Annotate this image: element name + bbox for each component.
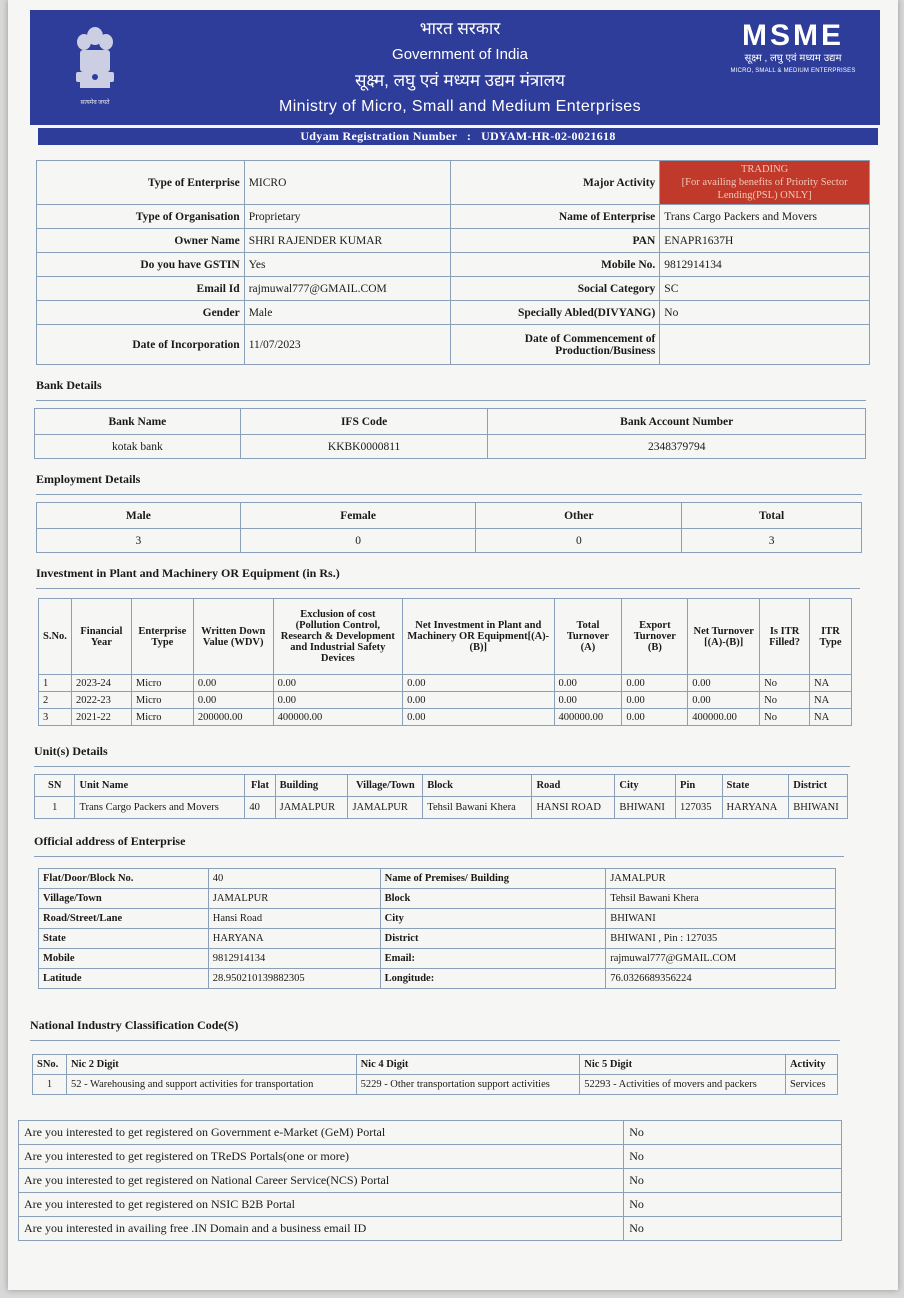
inv-cell: 400000.00 [688, 709, 760, 726]
state-value: HARYANA [208, 929, 380, 949]
inv-cell: 2021-22 [71, 709, 131, 726]
inv-cell: 2 [39, 692, 72, 709]
table-row [35, 797, 848, 819]
inv-cell: No [760, 709, 810, 726]
unit-pin: 127035 [676, 797, 723, 819]
msme-logo-hindi: सूक्ष्म , लघु एवं मध्यम उद्यम [744, 53, 842, 64]
name-of-enterprise-value: Trans Cargo Packers and Movers [660, 205, 870, 229]
inv-header-enterprise-type: Enterprise Type [131, 599, 193, 675]
address-mobile-label: Mobile [39, 949, 209, 969]
bank-details-table [34, 408, 866, 459]
flat-label: Flat/Door/Block No. [39, 869, 209, 889]
latitude-label: Latitude [39, 969, 209, 989]
unit-header-flat: Flat [245, 775, 275, 797]
unit-header-district: District [789, 775, 848, 797]
section-divider [34, 856, 844, 857]
divyang-value: No [660, 301, 870, 325]
inv-cell: 0.00 [622, 692, 688, 709]
units-table [34, 774, 848, 819]
premises-value: JAMALPUR [606, 869, 836, 889]
employment-details-table [36, 502, 862, 553]
major-activity-label: Major Activity [450, 161, 660, 205]
question-domain: Are you interested in availing free .IN Domain and a business email ID [19, 1217, 624, 1241]
name-of-enterprise-label: Name of Enterprise [450, 205, 660, 229]
bank-details-title: Bank Details [36, 378, 102, 392]
unit-road: HANSI ROAD [532, 797, 615, 819]
nic-header-sno: SNo. [33, 1055, 67, 1075]
portal-questions-table [18, 1120, 842, 1241]
major-activity-value [660, 161, 870, 205]
answer-ncs: No [624, 1169, 842, 1193]
inv-cell: 400000.00 [273, 709, 403, 726]
inv-header-financial-year: Financial Year [71, 599, 131, 675]
inv-cell: 200000.00 [193, 709, 273, 726]
city-value: BHIWANI [606, 909, 836, 929]
inv-header-wdv: Written Down Value (WDV) [193, 599, 273, 675]
other-header: Other [476, 503, 682, 529]
unit-district: BHIWANI [789, 797, 848, 819]
unit-sn: 1 [35, 797, 75, 819]
inv-cell: 0.00 [622, 675, 688, 692]
unit-village: JAMALPUR [348, 797, 423, 819]
unit-flat: 40 [245, 797, 275, 819]
road-label: Road/Street/Lane [39, 909, 209, 929]
mobile-label: Mobile No. [450, 253, 660, 277]
unit-building: JAMALPUR [275, 797, 348, 819]
question-row [19, 1145, 842, 1169]
table-row [39, 709, 852, 726]
nic-header-2digit: Nic 2 Digit [66, 1055, 356, 1075]
state-label: State [39, 929, 209, 949]
enterprise-details-table [36, 160, 870, 365]
official-address-title: Official address of Enterprise [34, 834, 186, 848]
road-value: Hansi Road [208, 909, 380, 929]
national-emblem-icon [70, 24, 120, 110]
inv-cell: 0.00 [622, 709, 688, 726]
question-gem: Are you interested to get registered on Government e-Market (GeM) Portal [19, 1121, 624, 1145]
question-treds: Are you interested to get registered on TReDS Portals(one or more) [19, 1145, 624, 1169]
ministry-title: Ministry of Micro, Small and Medium Enterprises [278, 98, 641, 115]
inv-cell: 0.00 [273, 692, 403, 709]
city-label: City [380, 909, 606, 929]
inv-header-exclusion: Exclusion of cost (Pollution Control, Research & Development and Industrial Safety Devices [273, 599, 403, 675]
date-of-commencement-value [660, 325, 870, 365]
inv-cell: 0.00 [688, 675, 760, 692]
table-row [39, 675, 852, 692]
question-row [19, 1121, 842, 1145]
table-row [33, 1075, 838, 1095]
inv-cell: 0.00 [403, 709, 554, 726]
district-label: District [380, 929, 606, 949]
msme-logo-tagline: MICRO, SMALL & MEDIUM ENTERPRISES [730, 68, 856, 74]
type-of-enterprise-value: MICRO [244, 161, 450, 205]
male-header: Male [37, 503, 241, 529]
inv-cell: 0.00 [554, 675, 622, 692]
inv-cell: NA [810, 675, 852, 692]
unit-header-state: State [722, 775, 789, 797]
question-ncs: Are you interested to get registered on National Career Service(NCS) Portal [19, 1169, 624, 1193]
inv-cell: 0.00 [554, 692, 622, 709]
gstin-label: Do you have GSTIN [37, 253, 245, 277]
owner-name-label: Owner Name [37, 229, 245, 253]
unit-header-road: Road [532, 775, 615, 797]
address-email-value: rajmuwal777@GMAIL.COM [606, 949, 836, 969]
answer-treds: No [624, 1145, 842, 1169]
major-activity-note: [For availing benefits of Priority Sector Lending(PSL) ONLY] [681, 177, 848, 201]
date-of-incorporation-label: Date of Incorporation [37, 325, 245, 365]
pan-label: PAN [450, 229, 660, 253]
longitude-label: Longitude: [380, 969, 606, 989]
section-divider [36, 494, 862, 495]
question-row [19, 1217, 842, 1241]
section-divider [30, 1040, 840, 1041]
section-divider [36, 588, 860, 589]
pan-value: ENAPR1637H [660, 229, 870, 253]
nic-header-activity: Activity [785, 1055, 837, 1075]
major-activity-type: TRADING [741, 164, 789, 175]
unit-header-village: Village/Town [348, 775, 423, 797]
social-category-label: Social Category [450, 277, 660, 301]
emblem-caption: सत्यमेव जयते [80, 100, 110, 106]
nic-5digit-value: 52293 - Activities of movers and packers [580, 1075, 786, 1095]
flat-value: 40 [208, 869, 380, 889]
address-mobile-value: 9812914134 [208, 949, 380, 969]
table-row [39, 692, 852, 709]
unit-city: BHIWANI [615, 797, 676, 819]
inv-cell: 0.00 [403, 675, 554, 692]
unit-block: Tehsil Bawani Khera [423, 797, 532, 819]
inv-cell: 1 [39, 675, 72, 692]
date-of-commencement-label: Date of Commencement of Production/Business [450, 325, 660, 365]
gender-label: Gender [37, 301, 245, 325]
section-divider [36, 400, 866, 401]
hindi-ministry-title: सूक्ष्म, लघु एवं मध्यम उद्यम मंत्रालय [354, 71, 566, 90]
other-count: 0 [476, 529, 682, 553]
type-of-enterprise-label: Type of Enterprise [37, 161, 245, 205]
official-address-table [38, 868, 836, 989]
owner-name-value: SHRI RAJENDER KUMAR [244, 229, 450, 253]
answer-domain: No [624, 1217, 842, 1241]
divyang-label: Specially Abled(DIVYANG) [450, 301, 660, 325]
inv-cell: NA [810, 709, 852, 726]
header-banner [30, 10, 880, 125]
inv-header-itr-type: ITR Type [810, 599, 852, 675]
bank-account-header: Bank Account Number [488, 409, 866, 435]
block-label: Block [380, 889, 606, 909]
block-value: Tehsil Bawani Khera [606, 889, 836, 909]
village-label: Village/Town [39, 889, 209, 909]
unit-header-building: Building [275, 775, 348, 797]
inv-cell: 3 [39, 709, 72, 726]
nic-table [32, 1054, 838, 1095]
inv-cell: 2022-23 [71, 692, 131, 709]
inv-cell: 0.00 [273, 675, 403, 692]
unit-header-sn: SN [35, 775, 75, 797]
female-count: 0 [240, 529, 476, 553]
email-value: rajmuwal777@GMAIL.COM [244, 277, 450, 301]
bank-name-value: kotak bank [35, 435, 241, 459]
email-label: Email Id [37, 277, 245, 301]
type-of-organisation-label: Type of Organisation [37, 205, 245, 229]
investment-title: Investment in Plant and Machinery OR Equipment (in Rs.) [36, 566, 340, 580]
inv-header-export-turnover: Export Turnover (B) [622, 599, 688, 675]
registration-number-value: UDYAM-HR-02-0021618 [481, 129, 616, 143]
unit-state: HARYANA [722, 797, 789, 819]
inv-cell: Micro [131, 692, 193, 709]
unit-header-pin: Pin [676, 775, 723, 797]
registration-number-bar: Udyam Registration Number : UDYAM-HR-02-0021618 [38, 128, 878, 145]
total-header: Total [682, 503, 862, 529]
answer-gem: No [624, 1121, 842, 1145]
nic-header-5digit: Nic 5 Digit [580, 1055, 786, 1075]
female-header: Female [240, 503, 476, 529]
inv-cell: Micro [131, 709, 193, 726]
gender-value: Male [244, 301, 450, 325]
nic-header-4digit: Nic 4 Digit [356, 1055, 580, 1075]
address-email-label: Email: [380, 949, 606, 969]
unit-header-name: Unit Name [75, 775, 245, 797]
inv-cell: 0.00 [193, 675, 273, 692]
inv-cell: 0.00 [688, 692, 760, 709]
employment-details-title: Employment Details [36, 472, 141, 486]
bank-name-header: Bank Name [35, 409, 241, 435]
section-divider [34, 766, 850, 767]
district-value: BHIWANI , Pin : 127035 [606, 929, 836, 949]
bank-account-value: 2348379794 [488, 435, 866, 459]
premises-label: Name of Premises/ Building [380, 869, 606, 889]
inv-cell: Micro [131, 675, 193, 692]
unit-name: Trans Cargo Packers and Movers [75, 797, 245, 819]
inv-cell: 2023-24 [71, 675, 131, 692]
registration-number-label: Udyam Registration Number [300, 129, 457, 143]
unit-header-block: Block [423, 775, 532, 797]
mobile-value: 9812914134 [660, 253, 870, 277]
type-of-organisation-value: Proprietary [244, 205, 450, 229]
investment-table [38, 598, 852, 726]
village-value: JAMALPUR [208, 889, 380, 909]
nic-activity-value: Services [785, 1075, 837, 1095]
latitude-value: 28.950210139882305 [208, 969, 380, 989]
inv-cell: 0.00 [403, 692, 554, 709]
date-of-incorporation-value: 11/07/2023 [244, 325, 450, 365]
inv-cell: 400000.00 [554, 709, 622, 726]
inv-cell: No [760, 675, 810, 692]
gstin-value: Yes [244, 253, 450, 277]
inv-cell: No [760, 692, 810, 709]
nic-4digit-value: 5229 - Other transportation support activities [356, 1075, 580, 1095]
longitude-value: 76.0326689356224 [606, 969, 836, 989]
nic-title: National Industry Classification Code(S) [30, 1018, 239, 1032]
inv-header-net-turnover: Net Turnover [(A)-(B)] [688, 599, 760, 675]
social-category-value: SC [660, 277, 870, 301]
hindi-government-title: भारत सरकार [419, 19, 501, 38]
male-count: 3 [37, 529, 241, 553]
inv-cell: NA [810, 692, 852, 709]
inv-header-net-investment: Net Investment in Plant and Machinery OR Equipment[(A)-(B)] [403, 599, 554, 675]
inv-cell: 0.00 [193, 692, 273, 709]
total-count: 3 [682, 529, 862, 553]
nic-2digit-value: 52 - Warehousing and support activities for transportation [66, 1075, 356, 1095]
nic-sno: 1 [33, 1075, 67, 1095]
question-row [19, 1169, 842, 1193]
government-title: Government of India [392, 46, 528, 63]
question-row [19, 1193, 842, 1217]
question-nsic: Are you interested to get registered on NSIC B2B Portal [19, 1193, 624, 1217]
unit-header-city: City [615, 775, 676, 797]
inv-header-total-turnover: Total Turnover (A) [554, 599, 622, 675]
inv-header-sno: S.No. [39, 599, 72, 675]
ifs-code-value: KKBK0000811 [240, 435, 488, 459]
msme-logo-word: MSME [742, 19, 844, 52]
inv-header-itr-filled: Is ITR Filled? [760, 599, 810, 675]
answer-nsic: No [624, 1193, 842, 1217]
units-details-title: Unit(s) Details [34, 744, 108, 758]
msme-logo [728, 20, 858, 76]
ifs-code-header: IFS Code [240, 409, 488, 435]
